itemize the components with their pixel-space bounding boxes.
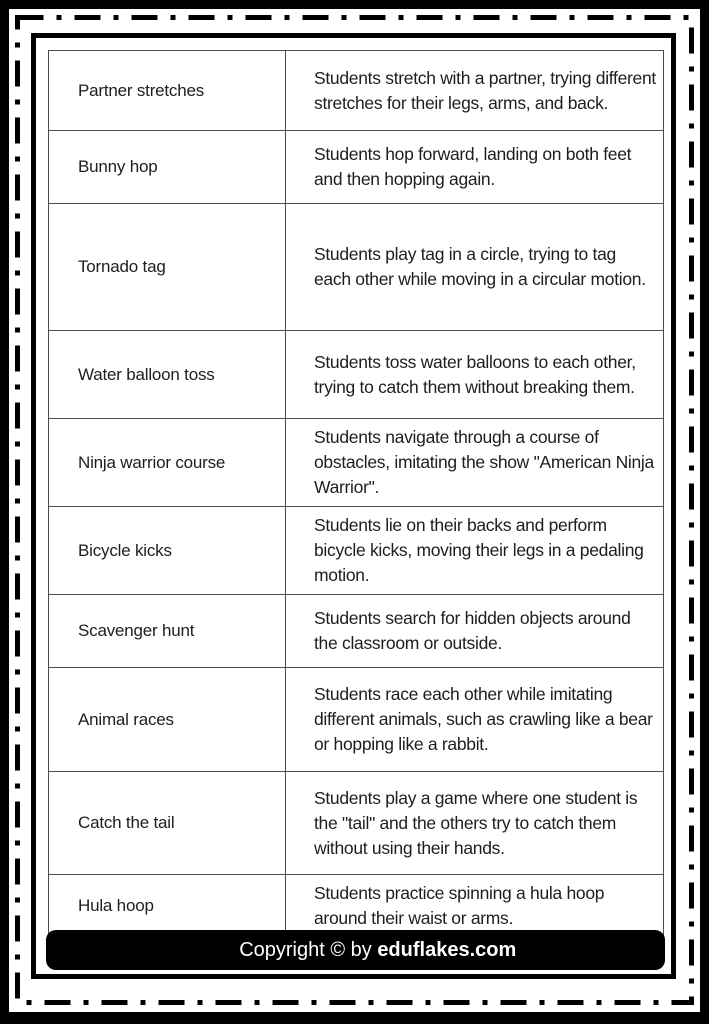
activity-name-cell: Water balloon toss	[49, 331, 286, 419]
table-row	[49, 507, 664, 595]
inner-solid-frame	[31, 33, 676, 979]
table-row	[49, 331, 664, 419]
activity-description-cell: Students lie on their backs and perform bicycle kicks, moving their legs in a pedaling motion.	[286, 507, 664, 595]
activity-description-cell: Students practice spinning a hula hoop around their waist or arms.	[286, 875, 664, 938]
table-row	[49, 131, 664, 204]
activity-name-cell: Tornado tag	[49, 204, 286, 331]
table-row	[49, 51, 664, 131]
activities-table	[48, 50, 664, 938]
copyright-site: eduflakes.com	[377, 938, 517, 961]
activity-name-cell: Scavenger hunt	[49, 595, 286, 668]
activity-name-cell: Hula hoop	[49, 875, 286, 938]
activity-description-cell: Students race each other while imitating different animals, such as crawling like a bear or hopping like a rabbit.	[286, 668, 664, 772]
activity-name-cell: Ninja warrior course	[49, 419, 286, 507]
activity-name-cell: Catch the tail	[49, 772, 286, 875]
table-row	[49, 419, 664, 507]
activity-description-cell: Students toss water balloons to each other, trying to catch them without breaking them.	[286, 331, 664, 419]
activity-name-cell: Bicycle kicks	[49, 507, 286, 595]
activity-description-cell: Students hop forward, landing on both feet and then hopping again.	[286, 131, 664, 204]
activities-tbody	[49, 51, 664, 938]
copyright-bar	[46, 930, 665, 970]
table-row	[49, 204, 664, 331]
table-row	[49, 668, 664, 772]
activity-name-cell: Partner stretches	[49, 51, 286, 131]
activity-description-cell: Students stretch with a partner, trying different stretches for their legs, arms, and back.	[286, 51, 664, 131]
activity-description-cell: Students play tag in a circle, trying to tag each other while moving in a circular motion.	[286, 204, 664, 331]
copyright-text: Copyright © by	[239, 938, 378, 961]
activity-description-cell: Students navigate through a course of obstacles, imitating the show "American Ninja Warrior".	[286, 419, 664, 507]
table-row	[49, 595, 664, 668]
activity-description-cell: Students play a game where one student is the "tail" and the others try to catch them without using their hands.	[286, 772, 664, 875]
activity-name-cell: Bunny hop	[49, 131, 286, 204]
activity-name-cell: Animal races	[49, 668, 286, 772]
activity-description-cell: Students search for hidden objects around the classroom or outside.	[286, 595, 664, 668]
copyright-line	[195, 916, 517, 985]
table-row	[49, 772, 664, 875]
